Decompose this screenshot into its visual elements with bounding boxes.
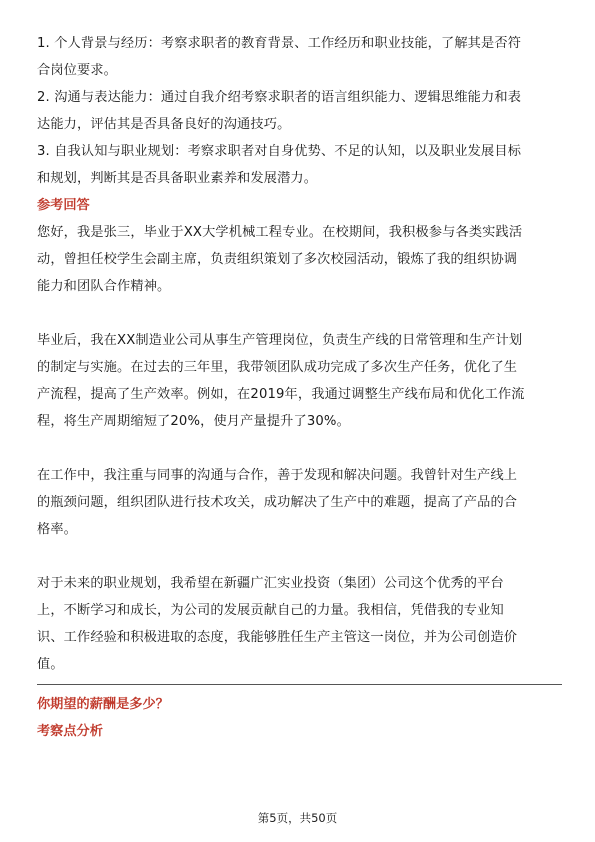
paragraph-gap [37, 543, 562, 570]
text-line: 和规划，判断其是否具备职业素养和发展潜力。 [37, 171, 318, 186]
text-line: 产流程，提高了生产效率。例如，在2019年，我通过调整生产线布局和优化工作流 [37, 387, 525, 402]
page-content [37, 30, 562, 745]
text-line: 合岗位要求。 [37, 63, 118, 78]
text-line: 对于未来的职业规划，我希望在新疆广汇实业投资（集团）公司这个优秀的平台 [37, 576, 504, 591]
text-line: 上，不断学习和成长，为公司的发展贡献自己的力量。我相信，凭借我的专业知 [37, 603, 504, 618]
answer-paragraph-4 [37, 570, 562, 678]
text-line: 您好，我是张三，毕业于XX大学机械工程专业。在校期间，我积极参与各类实践活 [37, 225, 523, 240]
paragraph-gap [37, 300, 562, 327]
answer-paragraph-3 [37, 462, 562, 543]
text-line: 识、工作经验和积极进取的态度，我能够胜任生产主管这一岗位，并为公司创造价 [37, 630, 518, 645]
question-heading: 你期望的薪酬是多少？ [37, 697, 169, 712]
text-line: 格率。 [37, 522, 78, 537]
text-line: 程，将生产周期缩短了20%，使月产量提升了30%。 [37, 414, 350, 429]
text-line: 值。 [37, 657, 64, 672]
point-item-2 [37, 84, 562, 138]
answer-paragraph-1 [37, 219, 562, 300]
text-line: 能力和团队合作精神。 [37, 279, 171, 294]
text-line: 1. 个人背景与经历：考察求职者的教育背景、工作经历和职业技能，了解其是否符 [37, 36, 522, 51]
text-line: 毕业后，我在XX制造业公司从事生产管理岗位，负责生产线的日常管理和生产计划 [37, 333, 523, 348]
answer-paragraph-2 [37, 327, 562, 435]
text-line: 3. 自我认知与职业规划：考察求职者对自身优势、不足的认知，以及职业发展目标 [37, 144, 522, 159]
text-line: 达能力，评估其是否具备良好的沟通技巧。 [37, 117, 291, 132]
text-line: 的制定与实施。在过去的三年里，我带领团队成功完成了多次生产任务，优化了生 [37, 360, 518, 375]
text-line: 2. 沟通与表达能力：通过自我介绍考察求职者的语言组织能力、逻辑思维能力和表 [37, 90, 522, 105]
page-number: 第5页，共50页 [257, 811, 338, 825]
text-line: 动，曾担任校学生会副主席，负责组织策划了多次校园活动，锻炼了我的组织协调 [37, 252, 518, 267]
paragraph-gap [37, 435, 562, 462]
point-item-3 [37, 138, 562, 192]
point-list [37, 30, 562, 192]
text-line: 在工作中，我注重与同事的沟通与合作，善于发现和解决问题。我曾针对生产线上 [37, 468, 518, 483]
analysis-heading: 考察点分析 [37, 724, 103, 739]
point-item-1 [37, 30, 562, 84]
reference-answer-heading: 参考回答 [37, 198, 90, 213]
text-line: 的瓶颈问题，组织团队进行技术攻关，成功解决了生产中的难题，提高了产品的合 [37, 495, 518, 510]
section-divider [37, 684, 562, 685]
